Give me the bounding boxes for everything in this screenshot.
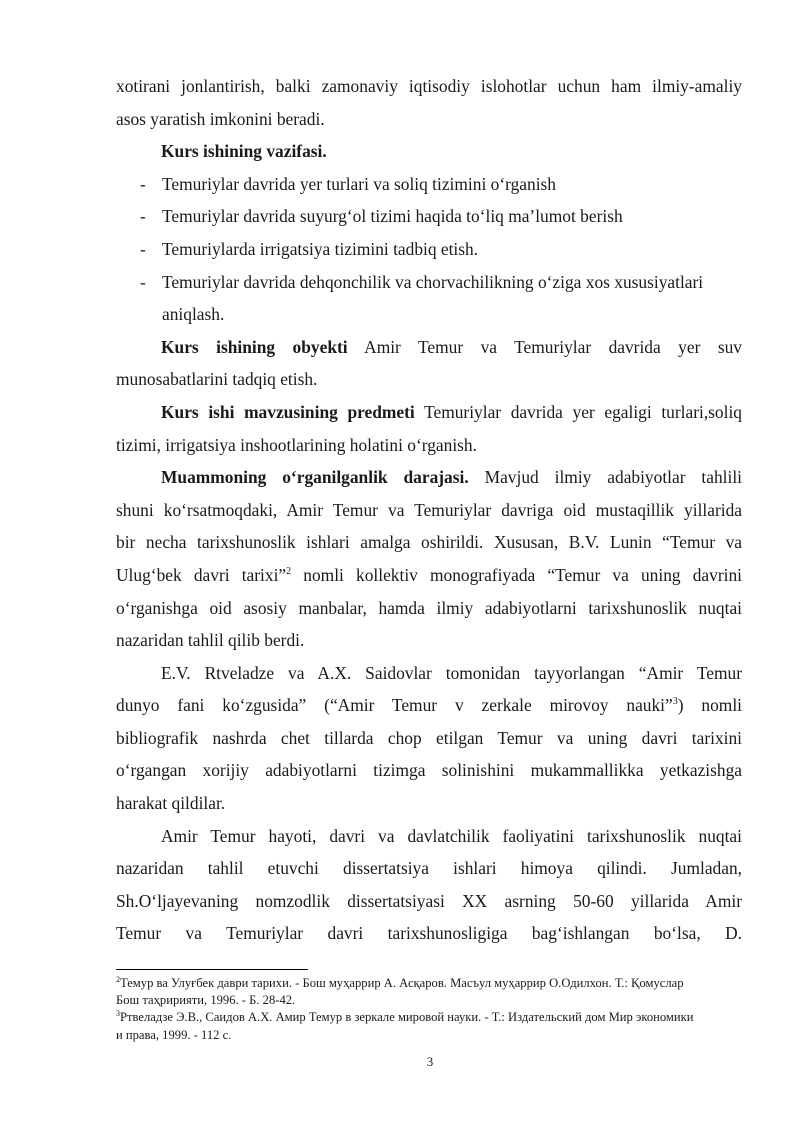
paragraph-degree [116, 461, 742, 494]
object-text: Amir Temur va Temuriylar davrida yer suv [347, 336, 742, 357]
text-line: munosabatlarini tadqiq etish. [116, 369, 318, 390]
text-line: Sh.O‘ljayevaning nomzodlik dissertatsiyasi XX asrning 50-60 yillarida Amir [116, 890, 742, 911]
degree-text: Mavjud ilmiy adabiyotlar tahlili [468, 467, 742, 488]
paragraph-object [116, 331, 742, 364]
list-item [116, 266, 742, 299]
text-span: dunyo fani ko‘zgusida” (“Amir Temur v zerkale mirovoy nauki” [116, 695, 673, 716]
list-item [116, 168, 742, 201]
paragraph-subject [116, 396, 742, 429]
text-line [116, 559, 742, 592]
list-item-text: Temuriylar davrida suyurg‘ol tizimi haqida to‘liq ma’lumot berish [162, 206, 623, 227]
degree-label: Muammoning o‘rganilganlik darajasi. [161, 467, 469, 488]
subject-text: Temuriylar davrida yer egaligi turlari,soliq [414, 401, 742, 422]
text-line: bibliografik nashrda chet tillarda chop etilgan Temur va uning davri tarixini [116, 727, 742, 748]
list-dash: - [140, 206, 146, 227]
text-line: Temur va Temuriylar davri tarixshunosligiga bag‘ishlangan bo‘lsa, D. [116, 923, 742, 944]
footnote-3 [116, 1009, 742, 1026]
footnote-number: 2 [116, 974, 120, 984]
footnote-ref: 3 [672, 696, 678, 708]
subject-label: Kurs ishi mavzusining predmeti [161, 401, 415, 422]
footnote-text: Темур ва Улуғбек даври тарихи. - Бош муҳаррир А. Асқаров. Масъул муҳаррир О.Одилхон. Т.: Қомуслар [120, 976, 684, 990]
list-dash: - [140, 238, 146, 259]
page-number: 3 [426, 1054, 434, 1069]
list-dash: - [140, 271, 146, 292]
text-span: ) nomli [677, 695, 742, 716]
object-label: Kurs ishining obyekti [161, 336, 348, 357]
footnote-text: Ртвеладзе Э.В., Саидов А.Х. Амир Темур в зеркале мировой науки. - Т.: Издательский дом Мир экономики [120, 1010, 694, 1025]
text-span: Ulug‘bek davri tarixi” [116, 564, 287, 585]
list-item-text: Temuriylarda irrigatsiya tizimini tadbiq etish. [162, 238, 479, 259]
list-item-text: Temuriylar davrida yer turlari va soliq tizimini o‘rganish [162, 173, 556, 194]
page-body [116, 70, 742, 950]
footnotes [116, 975, 742, 1044]
text-span: nomli kollektiv monografiyada “Temur va uning davrini [291, 564, 742, 585]
list-dash: - [140, 173, 146, 194]
text-line: o‘rganishga oid asosiy manbalar, hamda ilmiy adabiyotlarni tarixshunoslik nuqtai [116, 597, 742, 618]
text-line: Amir Temur hayoti, davri va davlatchilik faoliyatini tarixshunoslik nuqtai [161, 825, 742, 846]
text-line: tizimi, irrigatsiya inshootlarining holatini o‘rganish. [116, 434, 477, 455]
list-item-text: Temuriylar davrida dehqonchilik va chorvachilikning o‘ziga xos xususiyatlari [162, 271, 704, 292]
footnote-separator [116, 969, 308, 970]
text-line: o‘rgangan xorijiy adabiyotlarni tizimga solinishini mukammallikka yetkazishga [116, 760, 742, 781]
footnote-2 [116, 975, 742, 992]
text-line [116, 689, 742, 722]
footnote-number: 3 [116, 1009, 120, 1019]
text-line: asos yaratish imkonini beradi. [116, 108, 325, 129]
text-line: xotirani jonlantirish, balki zamonaviy iqtisodiy islohotlar uchun ham ilmiy-amaliy [116, 76, 742, 96]
footnote-3-cont: и права, 1999. - 112 с. [116, 1027, 232, 1042]
text-line: E.V. Rtveladze va A.X. Saidovlar tomonidan tayyorlangan “Amir Temur [161, 662, 742, 683]
list-item-continuation: aniqlash. [162, 304, 225, 325]
text-line: harakat qildilar. [116, 793, 226, 814]
text-line: nazaridan tahlil qilib berdi. [116, 630, 305, 651]
text-line: bir necha tarixshunoslik ishlari amalga oshirildi. Xususan, B.V. Lunin “Temur va [116, 532, 742, 553]
section-heading-tasks: Kurs ishining vazifasi. [161, 141, 327, 162]
list-item [116, 200, 742, 233]
list-item [116, 233, 742, 266]
footnote-ref: 2 [286, 566, 292, 578]
text-line: shuni ko‘rsatmoqdaki, Amir Temur va Temuriylar davriga oid mustaqillik yillarida [116, 499, 742, 520]
footnote-2-cont: Бош таҳририяти, 1996. - Б. 28-42. [116, 993, 296, 1008]
text-line: nazaridan tahlil etuvchi dissertatsiya ishlari himoya qilindi. Jumladan, [116, 858, 742, 879]
